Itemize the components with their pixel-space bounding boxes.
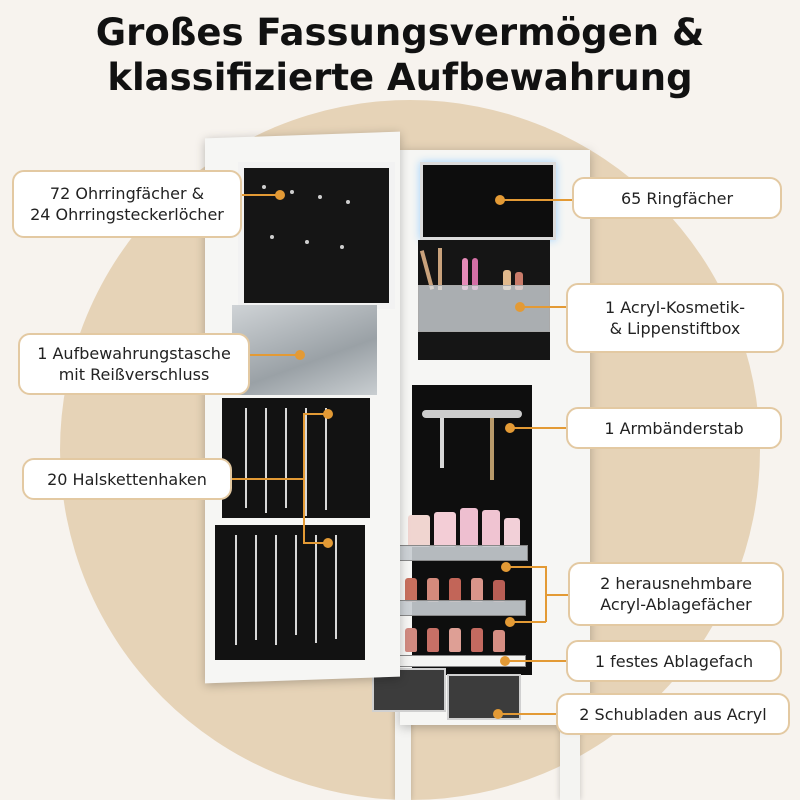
necklace xyxy=(325,408,327,510)
connector-dot xyxy=(323,409,333,419)
earring-rack xyxy=(238,162,395,309)
callout-acryl-shelves-line2: Acryl-Ablagefächer xyxy=(600,595,752,614)
acrylic-shelf-lower xyxy=(382,600,526,616)
connector-line xyxy=(500,199,578,201)
perfume-bottle xyxy=(460,508,478,547)
callout-earrings-line2: 24 Ohrringsteckerlöcher xyxy=(30,205,224,224)
connector-line xyxy=(303,413,305,543)
lipstick xyxy=(449,578,461,602)
lipstick xyxy=(405,628,417,652)
earring xyxy=(290,190,294,194)
connector-line xyxy=(236,194,280,196)
connector-dot xyxy=(505,423,515,433)
bracelet-bar xyxy=(422,410,522,418)
connector-line xyxy=(246,354,300,356)
callout-necklace xyxy=(22,458,232,500)
necklace xyxy=(235,535,237,645)
necklace xyxy=(255,535,257,640)
perfume-bottle xyxy=(504,518,520,547)
callout-fixed-shelf-text: 1 festes Ablagefach xyxy=(594,651,754,671)
connector-dot xyxy=(505,617,515,627)
lipstick xyxy=(427,578,439,602)
necklace xyxy=(315,535,317,643)
ring-tray xyxy=(420,162,556,240)
title-line-1: Großes Fassungsvermögen & xyxy=(95,11,705,54)
connector-dot xyxy=(275,190,285,200)
acrylic-cosmetic-box xyxy=(418,285,550,332)
necklace xyxy=(265,408,267,513)
lipstick xyxy=(471,578,483,602)
callout-bag-line2: mit Reißverschluss xyxy=(58,365,210,384)
lipstick xyxy=(493,630,505,652)
title-line-2: klassifizierte Aufbewahrung xyxy=(107,56,693,99)
connector-dot xyxy=(323,538,333,548)
lipstick xyxy=(471,628,483,652)
callout-drawers-text: 2 Schubladen aus Acryl xyxy=(579,704,767,724)
callout-bracelet xyxy=(566,407,782,449)
earring xyxy=(340,245,344,249)
perfume-bottle xyxy=(482,510,500,547)
necklace xyxy=(305,408,307,516)
necklace xyxy=(245,408,247,508)
lipstick xyxy=(405,578,417,602)
bracelet xyxy=(440,418,444,468)
connector-dot xyxy=(500,656,510,666)
lipstick xyxy=(427,628,439,652)
earring xyxy=(270,235,274,239)
connector-dot xyxy=(515,302,525,312)
callout-cosmetic-line2: & Lippenstiftbox xyxy=(609,319,741,338)
connector-line xyxy=(498,713,560,715)
connector-line xyxy=(505,660,571,662)
callout-cosmetic-line1: 1 Acryl-Kosmetik- xyxy=(605,298,745,317)
connector-line xyxy=(506,566,546,568)
connector-line xyxy=(510,621,546,623)
lipstick xyxy=(493,580,505,602)
earring xyxy=(346,200,350,204)
callout-necklace-text: 20 Halskettenhaken xyxy=(47,469,207,489)
earring xyxy=(262,185,266,189)
earring xyxy=(305,240,309,244)
callout-acryl-shelves-line1: 2 herausnehmbare xyxy=(600,574,752,593)
acrylic-shelf-upper xyxy=(386,545,528,561)
connector-dot xyxy=(495,195,505,205)
necklace xyxy=(285,408,287,508)
connector-line xyxy=(520,306,570,308)
callout-bracelet-text: 1 Armbänderstab xyxy=(604,418,744,438)
callout-earrings-line1: 72 Ohrringfächer & xyxy=(49,184,205,203)
bracelet xyxy=(490,418,494,480)
page-title xyxy=(0,10,800,100)
callout-rings-text: 65 Ringfächer xyxy=(620,188,734,208)
necklace-panel-lower xyxy=(215,525,365,660)
connector-dot xyxy=(501,562,511,572)
lipstick xyxy=(449,628,461,652)
perfume-bottle xyxy=(408,515,430,547)
connector-dot xyxy=(295,350,305,360)
brush xyxy=(438,248,442,290)
callout-cosmetic xyxy=(566,283,784,353)
callout-drawers xyxy=(556,693,790,735)
connector-dot xyxy=(493,709,503,719)
callout-rings xyxy=(572,177,782,219)
zipper-bag[interactable] xyxy=(232,305,377,395)
callout-bag-line1: 1 Aufbewahrungstasche xyxy=(37,344,231,363)
callout-acryl-shelves xyxy=(568,562,784,626)
necklace xyxy=(275,535,277,645)
callout-earrings xyxy=(12,170,242,238)
necklace xyxy=(335,535,337,639)
necklace xyxy=(295,535,297,635)
callout-bag xyxy=(18,333,250,395)
perfume-bottle xyxy=(434,512,456,547)
earring xyxy=(318,195,322,199)
callout-fixed-shelf xyxy=(566,640,782,682)
connector-line xyxy=(510,427,572,429)
